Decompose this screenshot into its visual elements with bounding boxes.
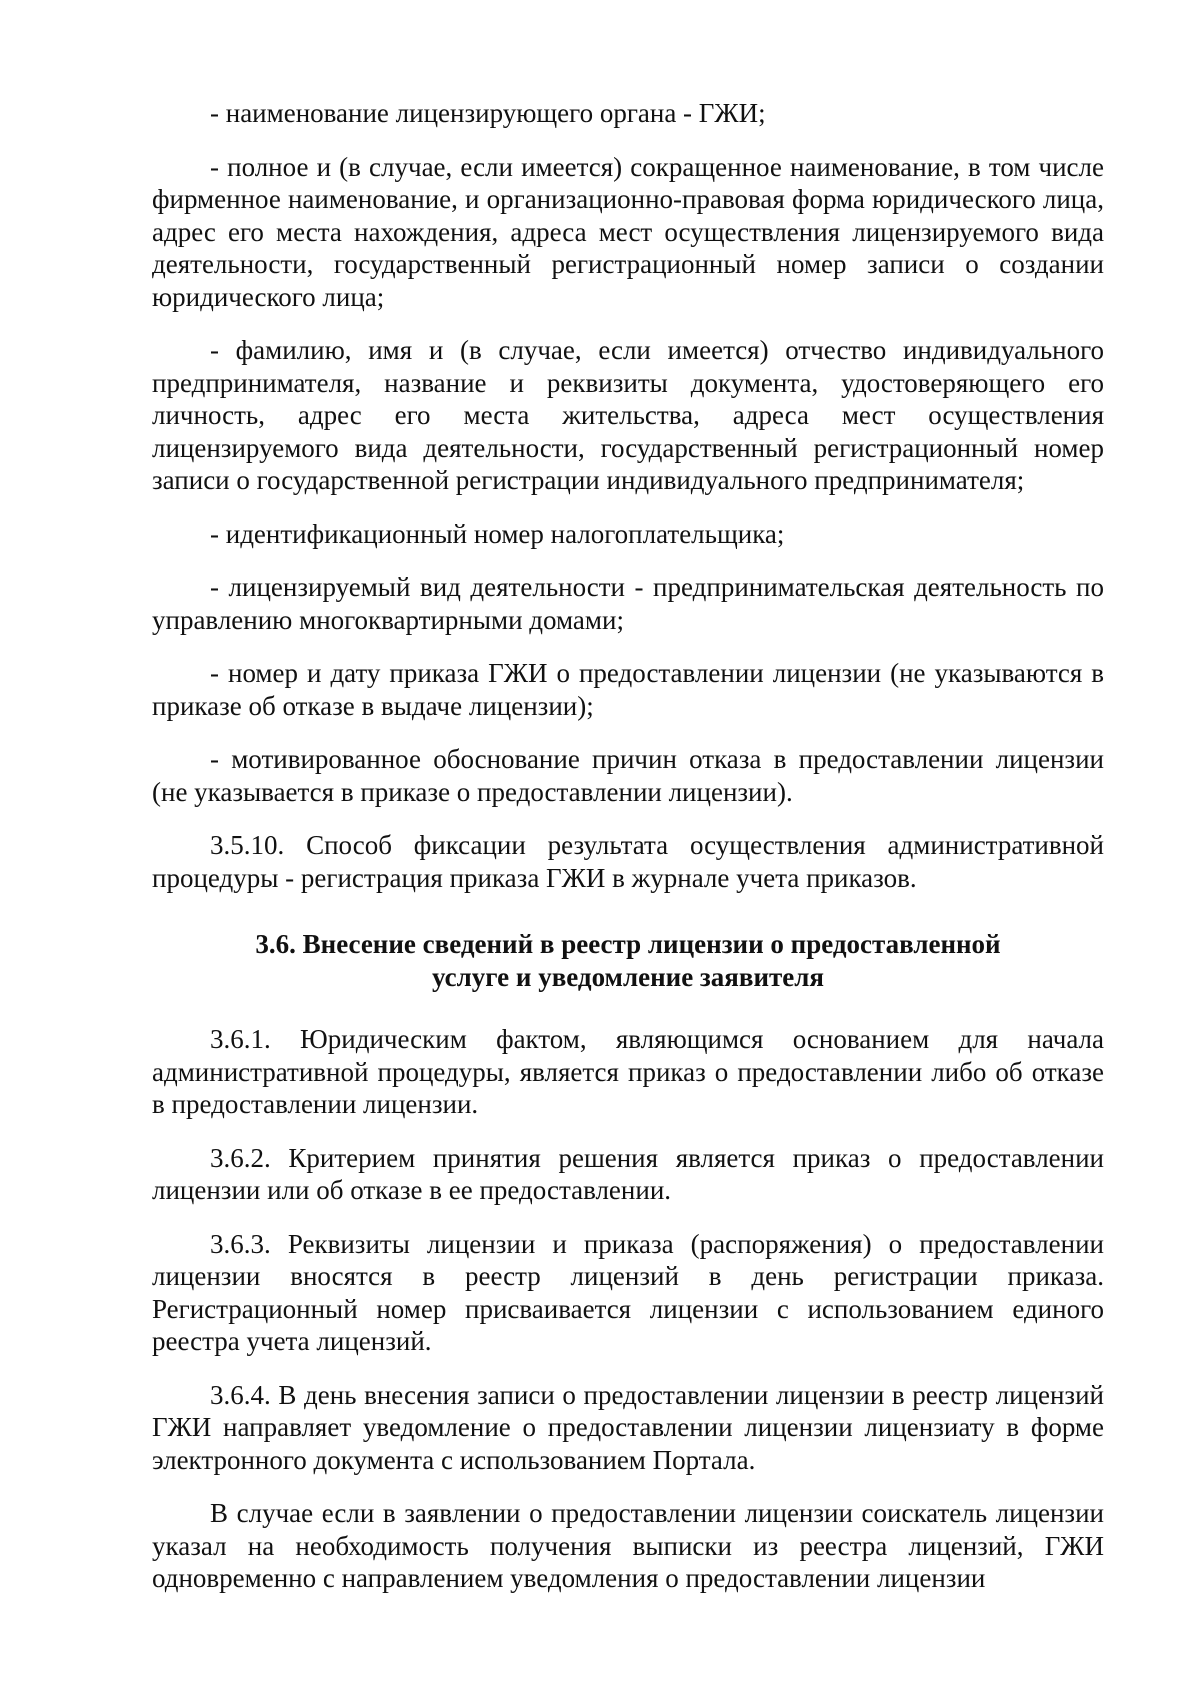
- paragraph-licensing-body: - наименование лицензирующего органа - ГЖИ;: [210, 98, 766, 128]
- section-heading-line-2: услуге и уведомление заявителя: [431, 961, 825, 992]
- paragraph-refusal-reasons: - мотивированное обоснование причин отказа в предоставлении лицензии (не указывается в приказе о предоставлении лицензии).: [152, 744, 1104, 807]
- paragraph-3-6-3: 3.6.3. Реквизиты лицензии и приказа (распоряжения) о предоставлении лицензии вносятся в реестр лицензий в день регистрации приказа. Регистрационный номер присваивается лицензии с использованием единого реестра учета лицензий.: [152, 1228, 1104, 1356]
- section-heading-line-1: 3.6. Внесение сведений в реестр лицензии о предоставленной: [255, 929, 1001, 959]
- paragraph-3-6-1: 3.6.1. Юридическим фактом, являющимся основанием для начала административной процедуры, является приказ о предоставлении либо об отказе в предоставлении лицензии.: [152, 1024, 1104, 1119]
- document-body: [152, 97, 1104, 1616]
- paragraph-extract-request: В случае если в заявлении о предоставлении лицензии соискатель лицензии указал на необходимость получения выписки из реестра лицензий, ГЖИ одновременно с направлением уведомления о предоставлении лицензии: [152, 1498, 1104, 1593]
- paragraph-legal-entity-name: - полное и (в случае, если имеется) сокращенное наименование, в том числе фирменное наименование, и организационно-правовая форма юридического лица, адрес его места нахождения, адреса мест осуществления лицензируемого вида деятельности, государственный регистрационный номер записи о создании юридического лица;: [152, 151, 1104, 312]
- paragraph-3-5-10: 3.5.10. Способ фиксации результата осуществления административной процедуры - регистрация приказа ГЖИ в журнале учета приказов.: [152, 830, 1104, 893]
- paragraph-licensed-activity: - лицензируемый вид деятельности - предпринимательская деятельность по управлению многоквартирными домами;: [152, 572, 1104, 635]
- section-heading-3-6: [152, 928, 1104, 993]
- paragraph-individual-entrepreneur: - фамилию, имя и (в случае, если имеется) отчество индивидуального предпринимателя, название и реквизиты документа, удостоверяющего его личность, адрес его места жительства, адреса мест осуществления лицензируемого вида деятельности, государственный регистрационный номер записи о государственной регистрации индивидуального предпринимателя;: [152, 335, 1104, 495]
- paragraph-order-number-date: - номер и дату приказа ГЖИ о предоставлении лицензии (не указываются в приказе об отказе в выдаче лицензии);: [152, 658, 1104, 721]
- paragraph-3-6-2: 3.6.2. Критерием принятия решения является приказ о предоставлении лицензии или об отказе в ее предоставлении.: [152, 1142, 1104, 1205]
- paragraph-3-6-4: 3.6.4. В день внесения записи о предоставлении лицензии в реестр лицензий ГЖИ направляет уведомление о предоставлении лицензии лицензиату в форме электронного документа с использованием Портала.: [152, 1379, 1104, 1475]
- paragraph-taxpayer-id: - идентификационный номер налогоплательщика;: [210, 518, 785, 549]
